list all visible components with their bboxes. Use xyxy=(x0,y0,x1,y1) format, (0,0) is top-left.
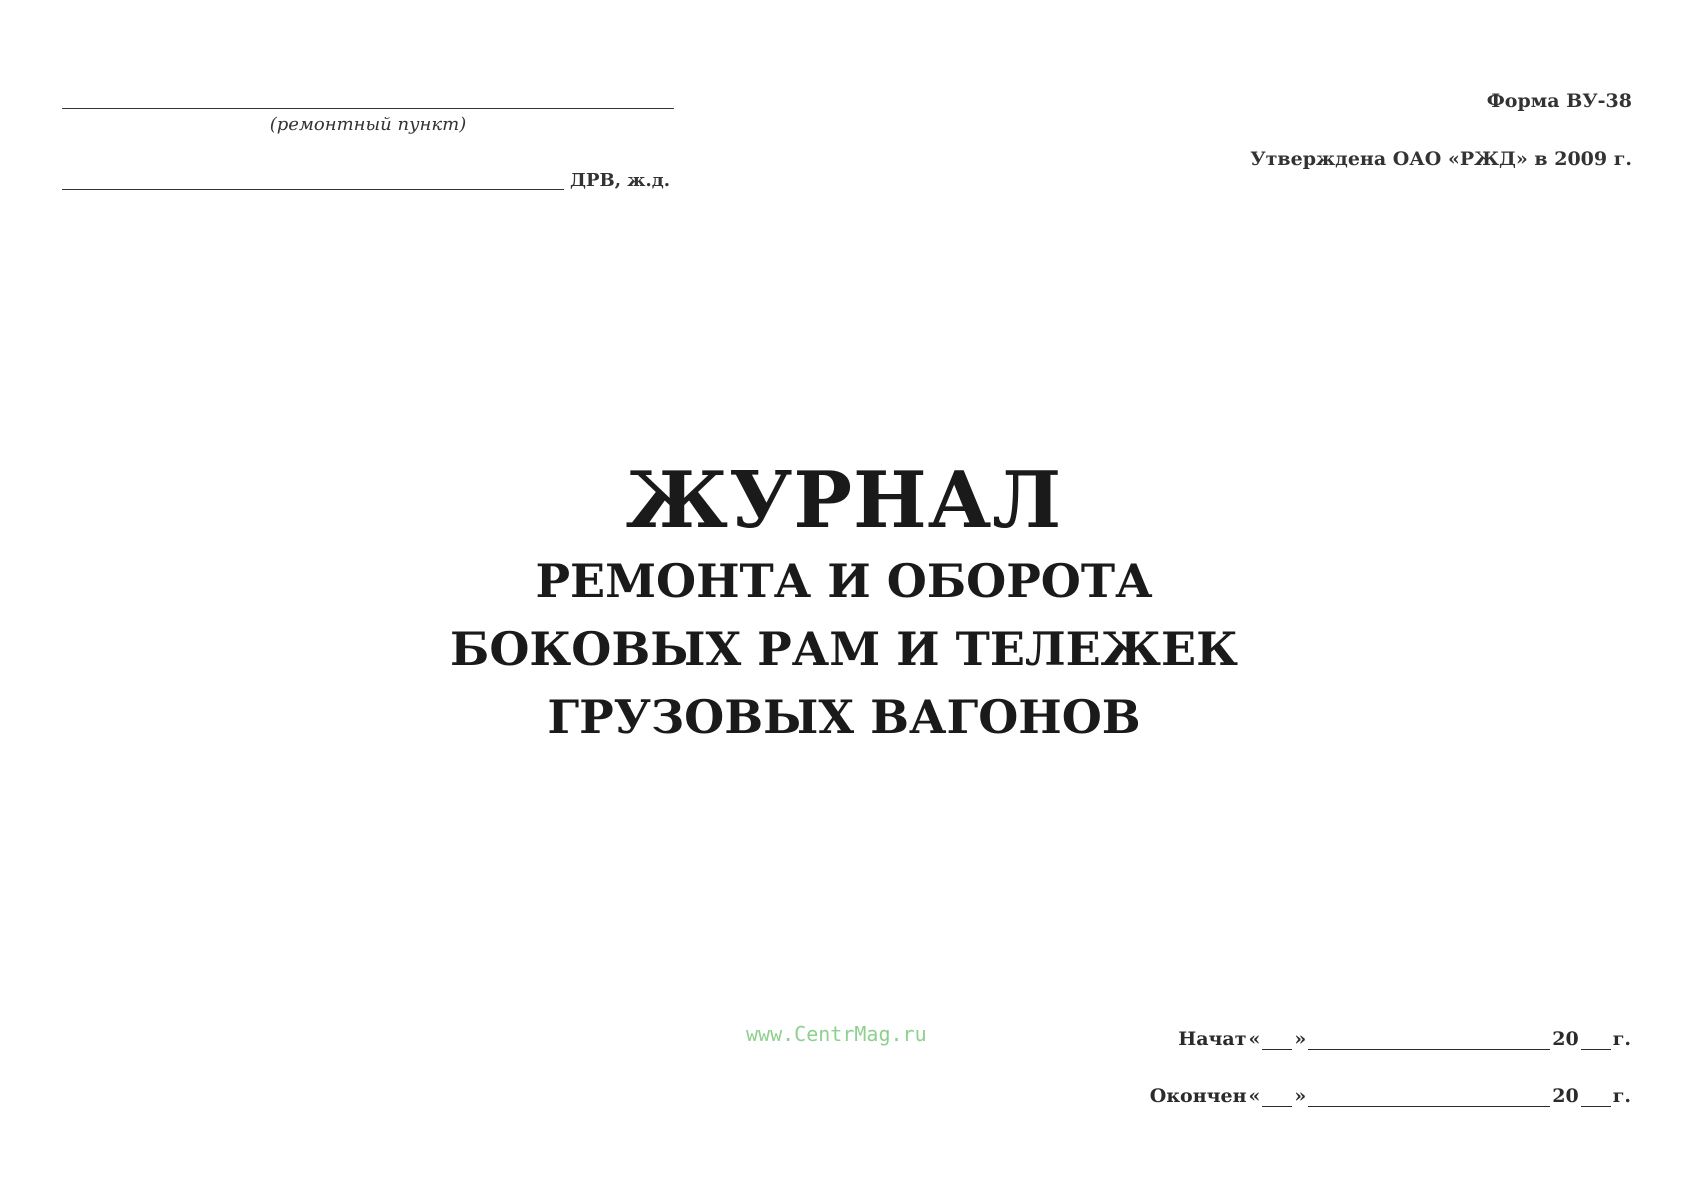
start-date-label: Начат xyxy=(1178,1028,1247,1050)
repair-point-caption: (ремонтный пункт) xyxy=(269,114,467,135)
end-year-blank xyxy=(1581,1086,1611,1107)
approval-note: Утверждена ОАО «РЖД» в 2009 г. xyxy=(1250,148,1632,170)
end-month-blank xyxy=(1308,1086,1550,1107)
title-line-1: РЕМОНТА И ОБОРОТА xyxy=(535,554,1153,608)
start-month-blank xyxy=(1308,1029,1550,1050)
title-line-2: БОКОВЫХ РАМ И ТЕЛЕЖЕК xyxy=(450,622,1238,676)
start-year-blank xyxy=(1581,1029,1611,1050)
start-open-quote: « xyxy=(1248,1028,1261,1050)
start-century: 20 xyxy=(1552,1028,1579,1050)
form-code: Форма ВУ-38 xyxy=(1486,90,1632,112)
repair-point-line xyxy=(62,108,674,109)
end-day-blank xyxy=(1262,1086,1292,1107)
end-century: 20 xyxy=(1552,1085,1579,1107)
drv-label: ДРВ, ж.д. xyxy=(570,170,670,191)
end-date-row xyxy=(1149,1081,1632,1107)
start-year-suffix: г. xyxy=(1612,1028,1631,1050)
end-close-quote: » xyxy=(1294,1085,1307,1107)
title-main: ЖУРНАЛ xyxy=(625,455,1063,546)
end-date-label: Окончен xyxy=(1149,1085,1247,1107)
end-open-quote: « xyxy=(1248,1085,1261,1107)
drv-line xyxy=(62,189,564,190)
drv-row xyxy=(62,170,674,194)
title-line-3: ГРУЗОВЫХ ВАГОНОВ xyxy=(547,690,1141,744)
start-day-blank xyxy=(1262,1029,1292,1050)
end-year-suffix: г. xyxy=(1612,1085,1631,1107)
start-close-quote: » xyxy=(1294,1028,1307,1050)
title-block xyxy=(0,455,1688,751)
watermark: www.CentrMag.ru xyxy=(746,1022,927,1046)
start-date-row xyxy=(1177,1024,1632,1050)
